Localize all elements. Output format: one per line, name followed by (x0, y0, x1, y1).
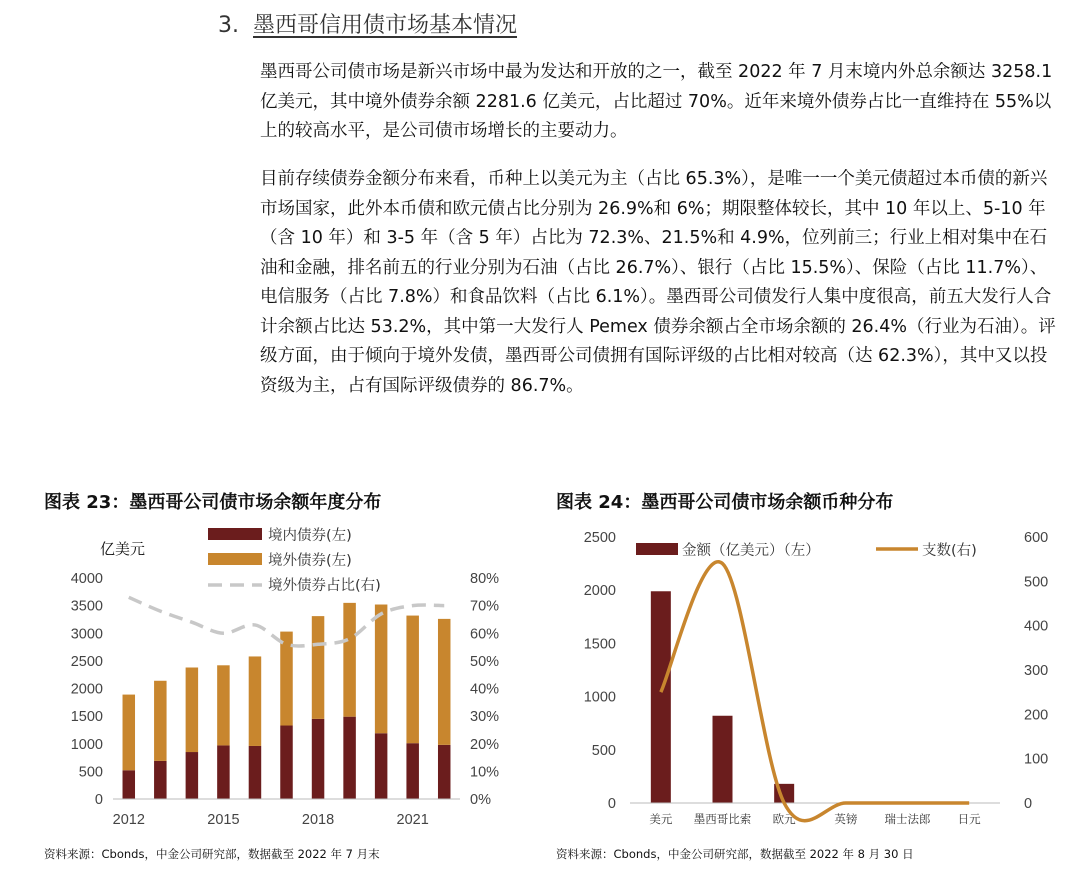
left-axis-tick-label: 500 (591, 742, 616, 759)
x-axis-tick-label: 2018 (301, 812, 335, 828)
paragraph-distribution: 目前存续债券金额分布来看，币种上以美元为主（占比 65.3%），是唯一一个美元债超过本币债的新兴市场国家，此外本币债和欧元债占比分别为 26.9%和 6%；期限整体较长，其中 10 年以上、5-10 年（含 10 年）和 3-5 年（含 5 年）占比为 72.3%、21.5%和 4.9%，位列前三；行业上相对集中在石油和金融，排名前五的行业分别为石油（占比 26.7%）、银行（占比 15.5%）、保险（占比 11.7%）、电信服务（占比 7.8%）和食品饮料（占比 6.1%）。墨西哥公司债发行人集中度很高，前五大发行人合计余额占比达 53.2%，其中第一大发行人 Pemex 债券余额占全市场余额的 26.4%（行业为石油）。评级方面，由于倾向于境外发债，墨西哥公司债拥有国际评级的占比相对较高（达 62.3%），其中又以投资级为主，占有国际评级债券的 86.7%。 (260, 169, 1056, 396)
right-axis-tick-label: 70% (470, 598, 500, 615)
x-axis-category-label: 墨西哥比索 (693, 812, 752, 826)
bar-amount (651, 591, 671, 803)
right-axis-tick-label: 300 (1024, 663, 1049, 679)
legend-swatch-amount (636, 543, 678, 555)
left-axis-tick-label: 0 (94, 792, 103, 808)
series-line-count (661, 562, 969, 821)
figure24-title: 图表 24：墨西哥公司债市场余额币种分布 (556, 492, 894, 513)
legend-label-share: 境外债券占比(右) (268, 578, 381, 594)
x-axis-tick-label: 2015 (207, 812, 240, 828)
left-axis-tick-label: 2000 (70, 681, 103, 698)
x-axis-category-label: 日元 (957, 812, 981, 826)
left-axis-tick-label: 1000 (70, 736, 103, 753)
left-axis-tick-label: 2000 (583, 583, 616, 600)
left-axis-tick-label: 3500 (70, 598, 103, 615)
x-axis-category-label: 瑞士法郎 (884, 812, 931, 826)
bar-amount (713, 716, 733, 803)
left-axis-tick-label: 1500 (583, 636, 616, 653)
right-axis-tick-label: 400 (1024, 618, 1049, 635)
legend-label-foreign: 境外债券(左) (268, 553, 352, 569)
right-axis-tick-label: 0 (1024, 796, 1033, 812)
paragraph-market-overview: 墨西哥公司债市场是新兴市场中最为发达和开放的之一，截至 2022 年 7 月末境内外总余额达 3258.1 亿美元，其中境外债券余额 2281.6 亿美元，占比超过 70%。近年来境外债券占比一直维持在 55%以上的较高水平，是公司债市场增长的主要动力。 (260, 62, 1053, 141)
left-axis-tick-label: 1000 (583, 689, 616, 706)
right-axis-tick-label: 500 (1024, 574, 1049, 591)
legend-label-amount: 金额（亿美元）（左） (682, 543, 820, 559)
x-axis-category-label: 欧元 (772, 812, 796, 826)
left-axis-tick-label: 0 (607, 796, 616, 812)
x-axis-category-label: 英镑 (834, 812, 858, 826)
legend-label-count: 支数(右) (922, 543, 977, 559)
right-axis-tick-label: 30% (470, 709, 500, 726)
figure23-source: 资料来源：Cbonds，中金公司研究部，数据截至 2022 年 7 月末 (44, 847, 380, 861)
legend-label-domestic: 境内债券(左) (268, 528, 352, 544)
left-axis-tick-label: 4000 (70, 571, 103, 587)
left-axis-tick-label: 3000 (70, 626, 103, 643)
right-axis-tick-label: 10% (470, 764, 500, 781)
left-axis-tick-label: 2500 (70, 653, 103, 670)
left-axis-tick-label: 500 (78, 764, 103, 781)
right-axis-tick-label: 20% (470, 736, 500, 753)
right-axis-tick-label: 80% (470, 571, 500, 587)
left-axis-tick-label: 2500 (583, 530, 616, 546)
section-number: 3. (218, 13, 239, 38)
left-axis-unit: 亿美元 (100, 540, 146, 558)
right-axis-tick-label: 40% (470, 681, 500, 698)
section-title: 墨西哥信用债市场基本情况 (253, 13, 518, 38)
x-axis-tick-label: 2021 (396, 812, 429, 828)
figure23-title: 图表 23：墨西哥公司债市场余额年度分布 (44, 492, 382, 513)
figure24-source: 资料来源：Cbonds，中金公司研究部，数据截至 2022 年 8 月 30 日 (556, 847, 914, 861)
right-axis-tick-label: 600 (1024, 530, 1049, 546)
right-axis-tick-label: 60% (470, 626, 500, 643)
right-axis-tick-label: 50% (470, 653, 500, 670)
right-axis-tick-label: 0% (470, 792, 491, 808)
right-axis-tick-label: 200 (1024, 707, 1049, 724)
right-axis-tick-label: 100 (1024, 751, 1049, 768)
left-axis-tick-label: 1500 (70, 709, 103, 726)
x-axis-category-label: 美元 (649, 812, 673, 826)
x-axis-tick-label: 2012 (112, 812, 145, 828)
